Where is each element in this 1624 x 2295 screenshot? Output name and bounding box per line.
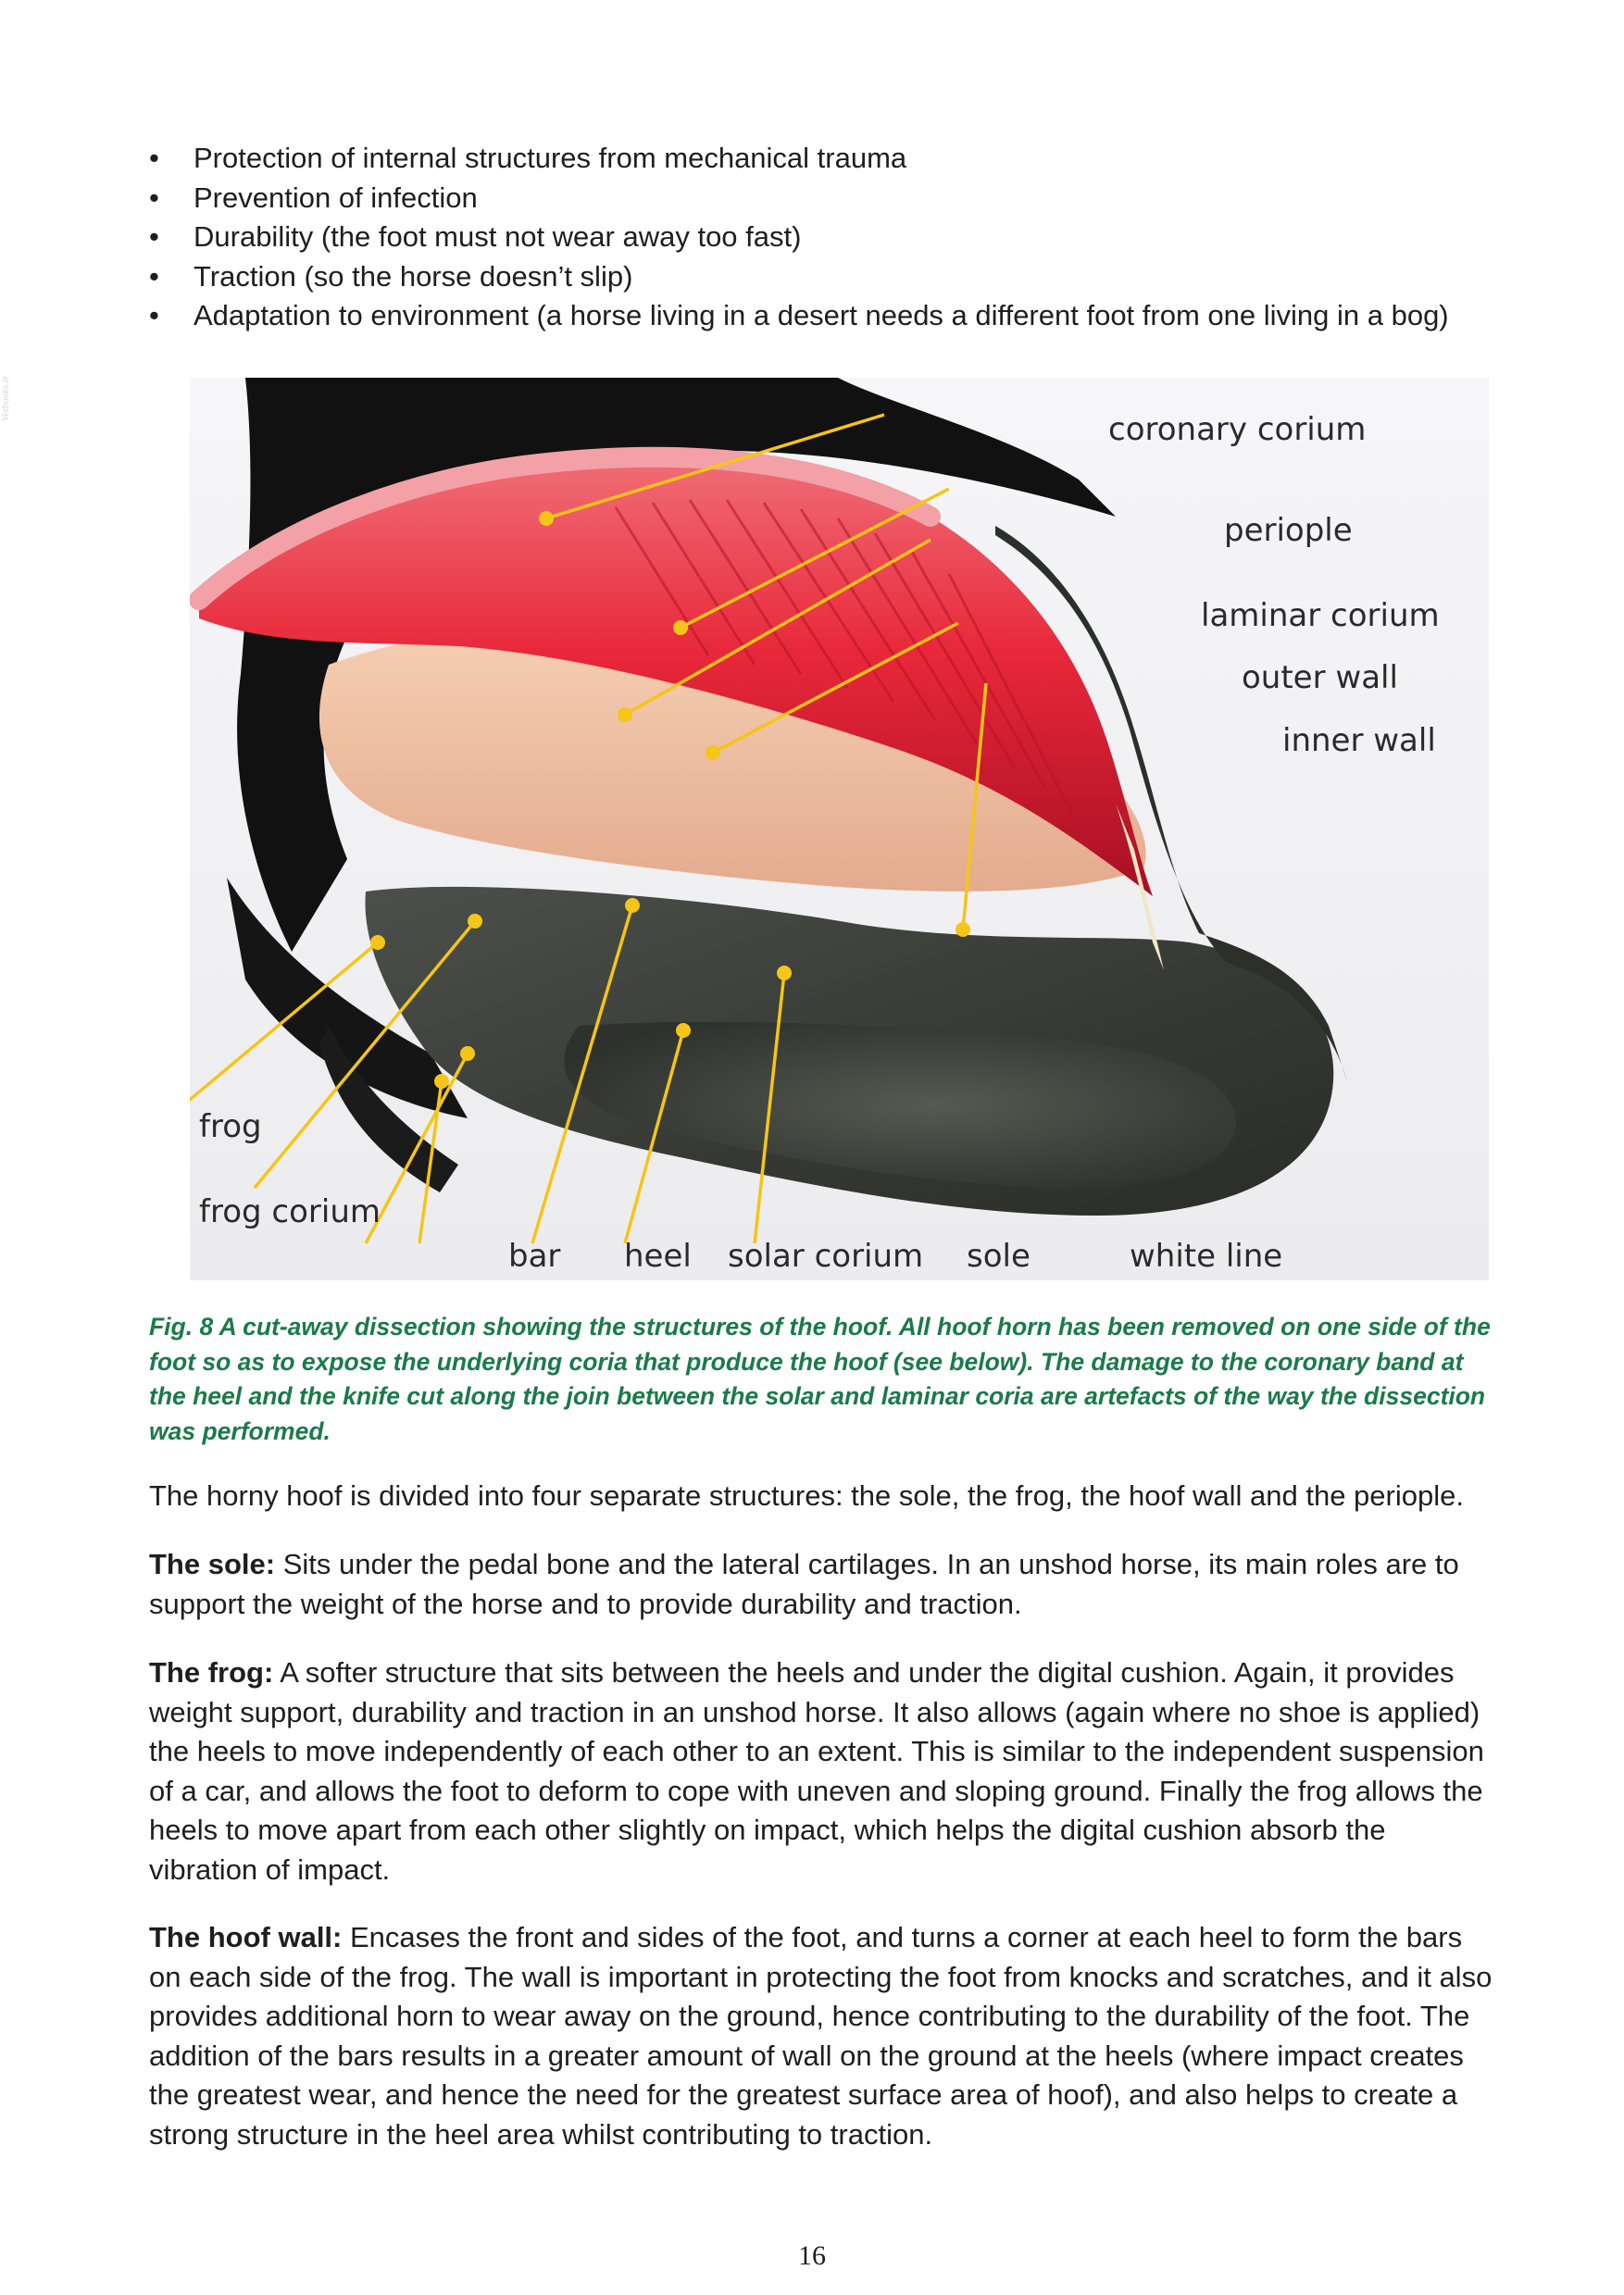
label-sole: sole: [967, 1238, 1031, 1275]
label-outer-wall: outer wall: [1242, 659, 1398, 696]
list-item: • Protection of internal structures from mechanical trauma: [149, 139, 1449, 179]
list-item: • Prevention of infection: [149, 179, 1449, 218]
hoof-dissection-figure: [190, 378, 1489, 1280]
label-periople: periople: [1224, 512, 1353, 549]
label-inner-wall: inner wall: [1282, 722, 1436, 759]
sole-term: The sole:: [149, 1548, 276, 1580]
list-item: • Traction (so the horse doesn’t slip): [149, 257, 1449, 297]
hoof-wall-term: The hoof wall:: [149, 1921, 343, 1953]
label-frog-corium: frog corium: [199, 1193, 381, 1230]
label-heel: heel: [624, 1238, 692, 1275]
figure-caption: Fig. 8 A cut-away dissection showing the structures of the hoof. All hoof horn has been removed on one side of the foot so as to expose the underlying coria that produce the hoof (see below). The damage to the coronary band at the heel and the knife cut along the join between the solar and laminar coria are artefacts of the way the dissection was performed.: [149, 1313, 1491, 1445]
hoof-illustration: [190, 378, 1489, 1280]
list-item: • Durability (the foot must not wear away too fast): [149, 218, 1449, 257]
bullet-icon: •: [149, 220, 159, 253]
label-frog: frog: [199, 1108, 262, 1145]
label-coronary-corium: coronary corium: [1108, 411, 1367, 448]
page-number: 16: [798, 2240, 826, 2271]
bullet-icon: •: [149, 142, 159, 174]
frog-paragraph: The frog: A softer structure that sits between the heels and under the digital cushion. Again, it provides weight support, durability and traction in an unshod horse. It also allows (again where no shoe is applied) the heels to move independently of each other to an extent. This is similar to the independent suspension of a car, and allows the foot to deform to cope with uneven and sloping ground. Finally the frog allows the heels to move apart from each other slightly on impact, which helps the digital cushion absorb the vibration of impact.: [149, 1656, 1484, 1886]
bullet-icon: •: [149, 259, 159, 293]
frog-term: The frog:: [149, 1656, 274, 1689]
label-white-line: white line: [1130, 1238, 1283, 1275]
label-bar: bar: [508, 1238, 561, 1275]
intro-paragraph: The horny hoof is divided into four separate structures: the sole, the frog, the hoof wall and the periople.: [149, 1479, 1464, 1512]
hoof-wall-paragraph: The hoof wall: Encases the front and sides of the foot, and turns a corner at each heel to form the bars on each side of the frog. The wall is important in protecting the foot from knocks and scratches, and it also provides additional horn to wear away on the ground, hence contributing to the durability of the foot. The addition of the bars results in a greater amount of wall on the ground at the heels (where impact creates the greatest wear, and hence the need for the greatest surface area of hoof), and also helps to create a strong structure in the heel area whilst contributing to traction.: [149, 1921, 1493, 2151]
label-solar-corium: solar corium: [728, 1238, 924, 1275]
bullet-icon: •: [149, 299, 159, 331]
bullet-icon: •: [149, 181, 159, 214]
watermark: Vetbooks.ir: [0, 375, 11, 421]
list-item: • Adaptation to environment (a horse living in a desert needs a different foot from one living in a bog): [149, 296, 1449, 336]
label-laminar-corium: laminar corium: [1201, 597, 1440, 634]
sole-paragraph: The sole: Sits under the pedal bone and the lateral cartilages. In an unshod horse, its main roles are to support the weight of the horse and to provide durability and traction.: [149, 1548, 1459, 1620]
requirements-list: [149, 139, 1449, 336]
